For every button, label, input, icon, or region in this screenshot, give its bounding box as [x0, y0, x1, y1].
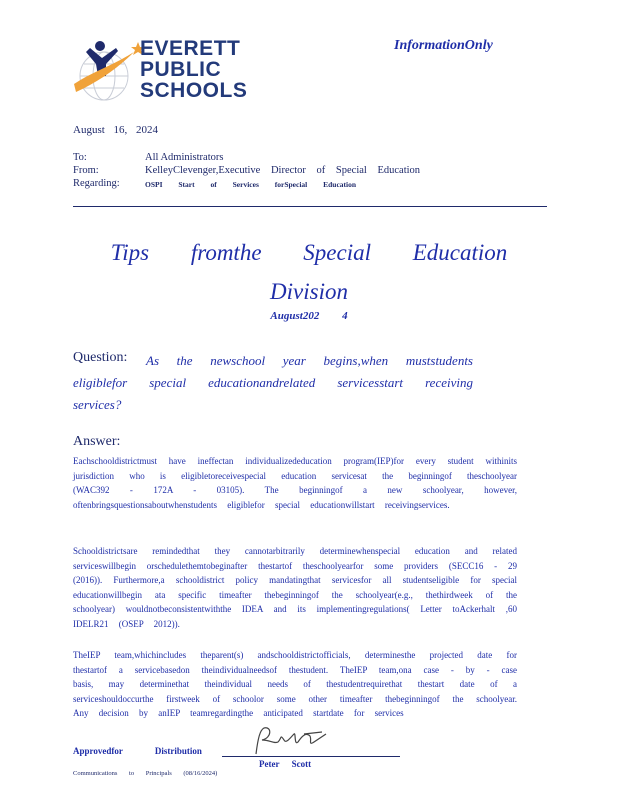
- memo-to-row: [73, 152, 223, 163]
- memo-from-row: [73, 165, 420, 176]
- logo-line-3: SCHOOLS: [140, 79, 248, 102]
- memo-from-value: KelleyClevenger,Executive Director of Special Education: [145, 165, 421, 176]
- memo-date: August 16, 2024: [73, 124, 159, 136]
- logo-line-2: PUBLIC: [140, 58, 222, 81]
- signer-name: Peter Scott: [259, 759, 312, 769]
- memo-regarding-value: OSPI Start of Services forSpecial Education: [145, 180, 357, 189]
- answer-label: Answer:: [73, 434, 121, 449]
- memo-to-label: To:: [73, 152, 87, 163]
- logo-wordmark: [140, 38, 247, 101]
- title-date: August202 4: [270, 310, 348, 322]
- answer-paragraph-2: Schooldistrictsare remindedthat they cannotarbitrarily determinewhenspecial education and related serviceswillbegin orschedulethemtobeginafter thestartof theschoolyearfor some providers (SECC16 - 29 (2016)). Furthermore,a schooldistrict policy mandatingthat servicesfor all studentseligible for special educationwillbegin ata specific timeafter thebeginningof the schoolyear(e.g., thethirdweek of the schoolyear) wouldnotbeconsistentwiththe IDEA and its implementingregulations( Letter toAckerhalt ,60 IDELR21 (OSEP 2012)).: [73, 546, 517, 629]
- page-title-line-1: Tips fromthe Special Education: [110, 240, 508, 265]
- memo-from-label: From:: [73, 165, 99, 176]
- question-label: Question:: [73, 350, 128, 365]
- signature-image: [250, 724, 334, 758]
- question-text: As the newschool year begins,when muststudents eligiblefor special educationandrelated servicesstart receiving services?: [73, 353, 473, 412]
- memo-to-value: All Administrators: [145, 152, 224, 163]
- signature-scribble: [250, 724, 334, 758]
- signature-line: [222, 756, 400, 757]
- page-title-line-2: Division: [270, 279, 348, 304]
- footer-note: Communications to Principals (08/16/2024): [73, 770, 218, 777]
- memo-regarding-row: [73, 178, 356, 189]
- information-only-label: InformationOnly: [394, 38, 493, 53]
- approved-for-distribution: Approvedfor Distribution: [73, 746, 202, 756]
- header-divider: [73, 206, 547, 207]
- answer-paragraph-1: Eachschooldistrictmust have ineffectan individualizededucation program(IEP)for every student withinits jurisdiction who is eligibletoreceivespecial education servicesat the beginningof theschoolyear (WAC392 - 172A - 03105). The beginningof a new schoolyear, however, oftenbringsquestionsaboutwhenstudents eligiblefor special educationwillstart receivingservices.: [73, 456, 517, 510]
- logo-line-1: EVERETT: [140, 37, 241, 60]
- answer-paragraph-3: TheIEP team,whichincludes theparent(s) andschooldistrictofficials, determinesthe projected date for thestartof a servicebasedon theindividualneedsof thestudent. TheIEP team,ona case - by - case basis, may determinethat theindividual needs of thestudentrequirethat thestart date of a serviceshouldoccurthe firstweek of schoolor some other timeafter thebeginningof the schoolyear. Any decision by anIEP teamregardingthe anticipated startdate for services: [73, 650, 517, 718]
- memo-regarding-label: Regarding:: [73, 178, 120, 189]
